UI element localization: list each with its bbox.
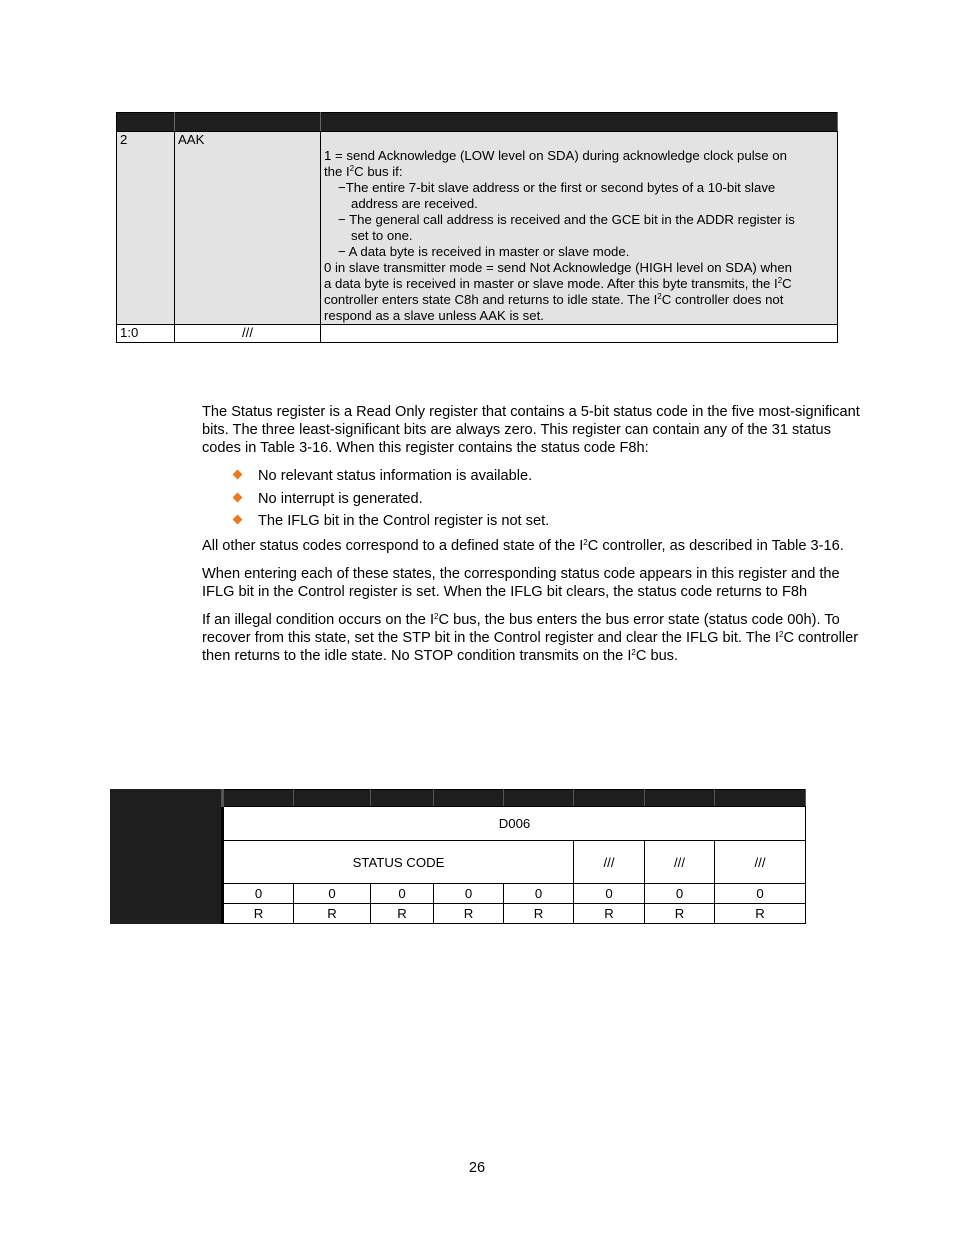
text-span: C xyxy=(782,276,792,291)
paragraph: When entering each of these states, the corresponding status code appears in this register and the IFLG bit in the Control register is set. When the IFLG bit clears, the status code returns to F8h xyxy=(202,565,840,600)
superscript: 2 xyxy=(583,537,588,547)
superscript: 2 xyxy=(434,611,439,621)
list-item xyxy=(202,490,868,513)
superscript: 2 xyxy=(657,292,662,301)
description-line: address are received. xyxy=(351,196,478,211)
list-item-text: No relevant status information is available. xyxy=(258,468,533,484)
row-label-cell xyxy=(111,807,223,841)
table-row xyxy=(117,325,838,343)
paragraph: The Status register is a Read Only register that contains a 5-bit status code in the five most-significant bits. The three least-significant bits are always zero. This register can contain any of the 31 status codes in Table 3-16. When this register contains the status code F8h: xyxy=(202,404,860,456)
text-span: C bus, the bus enters the bus error state (status code 00h). To recover from this state, set the STP bit in the Control register and clear the IFLG bit. The I xyxy=(202,611,840,646)
superscript: 2 xyxy=(349,164,355,173)
header-cell xyxy=(645,790,715,807)
address-value: D006 xyxy=(223,807,806,841)
reset-value: 0 xyxy=(434,884,504,904)
control-register-bit-table xyxy=(116,112,838,343)
access-value: R xyxy=(504,904,574,924)
description-line: 1 = send Acknowledge (LOW level on SDA) during acknowledge clock pulse on xyxy=(324,148,787,163)
superscript: 2 xyxy=(779,629,784,639)
superscript: 2 xyxy=(631,647,636,657)
list-item-text: No interrupt is generated. xyxy=(258,490,423,507)
table-row xyxy=(117,132,838,325)
header-cell xyxy=(175,113,321,132)
header-cell xyxy=(321,113,838,132)
text-span: All other status codes correspond to a defined state of the I xyxy=(202,537,584,554)
bit-cell: 1:0 xyxy=(117,325,175,343)
bit-cell: 2 xyxy=(117,132,175,325)
reset-value: 0 xyxy=(371,884,434,904)
row-label-cell xyxy=(111,841,223,884)
access-value: R xyxy=(434,904,504,924)
text-span: C bus if: xyxy=(354,164,403,179)
row-label-cell xyxy=(111,904,223,924)
access-value: R xyxy=(294,904,371,924)
access-value: R xyxy=(645,904,715,924)
header-cell xyxy=(434,790,504,807)
row-label-cell xyxy=(111,884,223,904)
description-line: −The entire 7-bit slave address or the first or second bytes of a 10-bit slave xyxy=(338,180,776,195)
list-item-text: The IFLG bit in the Control register is not set. xyxy=(258,513,550,529)
description-line: − A data byte is received in master or slave mode. xyxy=(338,244,630,259)
description-line: set to one. xyxy=(351,228,413,243)
text-span: C controller does not xyxy=(661,292,784,307)
reset-row xyxy=(111,884,806,904)
text-span: If an illegal condition occurs on the I xyxy=(202,611,435,628)
reset-value: 0 xyxy=(223,884,294,904)
paragraph xyxy=(202,611,868,665)
text-span: C controller then returns to the idle state. No STOP condition transmits on the I xyxy=(202,629,859,664)
text-span: a data byte is received in master or slave mode. After this byte transmits, the I xyxy=(324,276,778,291)
paragraph xyxy=(202,537,868,555)
list-item xyxy=(202,467,868,490)
bullet-list xyxy=(202,467,868,535)
diamond-bullet-icon xyxy=(233,515,243,525)
diamond-bullet-icon xyxy=(233,470,243,480)
text-span: C bus. xyxy=(635,647,679,664)
access-value: R xyxy=(574,904,645,924)
header-cell xyxy=(504,790,574,807)
reserved-field: /// xyxy=(715,841,806,884)
reset-value: 0 xyxy=(504,884,574,904)
description-line: 0 in slave transmitter mode = send Not Acknowledge (HIGH level on SDA) when xyxy=(324,260,793,275)
field-row xyxy=(111,841,806,884)
text-span: controller enters state C8h and returns to idle state. The I xyxy=(324,292,658,307)
reset-value: 0 xyxy=(645,884,715,904)
status-register-description xyxy=(202,403,868,675)
status-code-field: STATUS CODE xyxy=(223,841,574,884)
header-cell xyxy=(715,790,806,807)
header-cell xyxy=(371,790,434,807)
table-header-row xyxy=(117,113,838,132)
diamond-bullet-icon xyxy=(233,492,243,502)
header-cell xyxy=(111,790,223,807)
reserved-field: /// xyxy=(645,841,715,884)
access-value: R xyxy=(371,904,434,924)
text-span: the I xyxy=(324,164,350,179)
header-cell xyxy=(223,790,294,807)
description-cell xyxy=(321,132,838,325)
page-number: 26 xyxy=(468,1160,486,1176)
description-line xyxy=(324,276,834,292)
header-cell xyxy=(117,113,175,132)
reset-value: 0 xyxy=(715,884,806,904)
field-cell: /// xyxy=(175,325,321,343)
access-row xyxy=(111,904,806,924)
access-value: R xyxy=(223,904,294,924)
reset-value: 0 xyxy=(574,884,645,904)
superscript: 2 xyxy=(777,276,783,285)
register-header-row xyxy=(111,790,806,807)
reset-value: 0 xyxy=(294,884,371,904)
access-value: R xyxy=(715,904,806,924)
header-cell xyxy=(574,790,645,807)
text-span: C controller, as described in Table 3-16. xyxy=(587,537,844,554)
description-line xyxy=(324,164,834,180)
reserved-field: /// xyxy=(574,841,645,884)
list-item xyxy=(202,512,868,535)
description-line: − The general call address is received and the GCE bit in the ADDR register is xyxy=(338,212,795,227)
description-line xyxy=(324,292,834,308)
address-row xyxy=(111,807,806,841)
description-cell xyxy=(321,325,838,343)
header-cell xyxy=(294,790,371,807)
field-cell: AAK xyxy=(175,132,321,325)
description-line: respond as a slave unless AAK is set. xyxy=(324,308,544,323)
status-register-table xyxy=(110,789,806,924)
